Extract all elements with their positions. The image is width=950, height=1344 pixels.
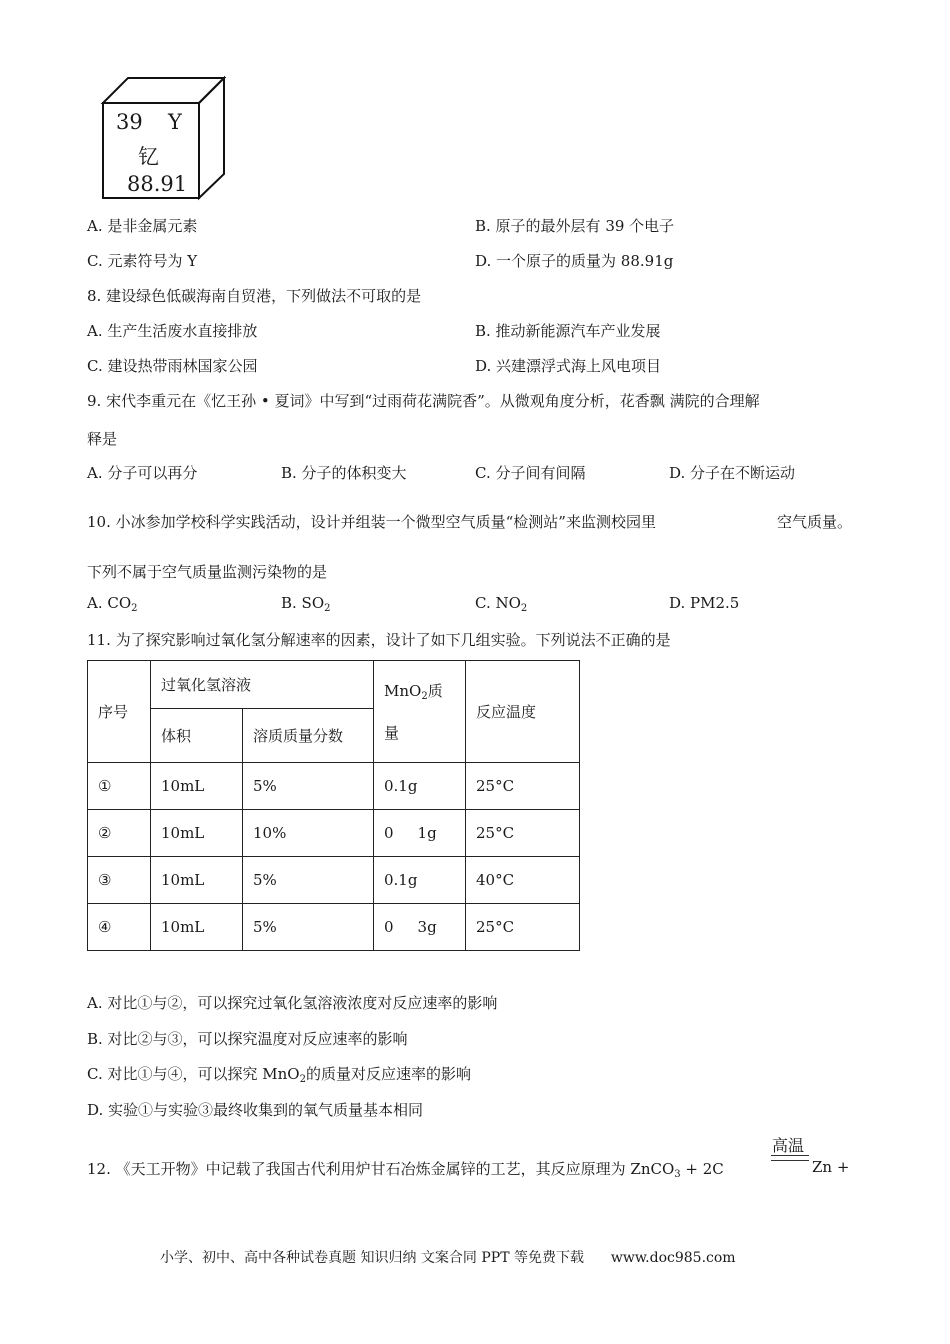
element-name: 钇 [138, 145, 159, 169]
cell-volume: 10mL [151, 904, 243, 951]
header-fraction: 溶质质量分数 [243, 709, 374, 763]
header-seq: 序号 [88, 661, 151, 763]
q10-stem-line1a: 10. 小冰参加学校科学实践活动，设计并组装一个微型空气质量“检测站”来监测校园里 [87, 513, 656, 531]
header-volume: 体积 [151, 709, 243, 763]
table-row [88, 763, 580, 810]
q8-option-d: D. 兴建漂浮式海上风电项目 [475, 357, 662, 375]
cell-temp: 40°C [466, 857, 580, 904]
cell-seq: ④ [88, 904, 151, 951]
q11-option-a: A. 对比①与②，可以探究过氧化氢溶液浓度对反应速率的影响 [87, 994, 498, 1012]
cell-fraction: 5% [243, 763, 374, 810]
q10-option-c: C. $NO_2$ [475, 594, 528, 614]
q9-option-a: A. 分子可以再分 [87, 464, 198, 482]
q11-option-c: C. 对比①与④，可以探究 MnO$_2$的质量对反应速率的影响 [87, 1065, 471, 1085]
cell-temp: 25°C [466, 810, 580, 857]
footer-text: 小学、初中、高中各种试卷真题 知识归纳 文案合同 PPT 等免费下载 [160, 1250, 584, 1266]
cell-fraction: 5% [243, 904, 374, 951]
table-row [88, 857, 580, 904]
q10-option-a: A. $CO_2$ [87, 594, 138, 614]
element-symbol: Y [168, 110, 182, 134]
experiment-table [87, 660, 580, 951]
header-temp: 反应温度 [466, 661, 580, 763]
q11-option-d: D. 实验①与实验③最终收集到的氧气质量基本相同 [87, 1101, 424, 1119]
q8-option-b: B. 推动新能源汽车产业发展 [475, 322, 661, 340]
q10-option-d: D. PM2.5 [669, 594, 740, 612]
cell-temp: 25°C [466, 904, 580, 951]
cell-seq: ② [88, 810, 151, 857]
q9-stem-line1: 9. 宋代李重元在《忆王孙 • 夏词》中写到“过雨荷花满院香”。从微观角度分析，花香飘 满院的合理解 [87, 392, 760, 410]
cell-seq: ① [88, 763, 151, 810]
reaction-condition: 高温 [772, 1136, 805, 1155]
element-number: 39 [116, 110, 143, 134]
q7-option-d: D. 一个原子的质量为 88.91g [475, 252, 674, 270]
q7-option-a: A. 是非金属元素 [87, 217, 198, 235]
footer-url[interactable]: www.doc985.com [610, 1250, 736, 1266]
q9-option-c: C. 分子间有间隔 [475, 464, 586, 482]
header-mno2: MnO$_2$质 量 [374, 661, 466, 763]
q9-stem-line2: 释是 [87, 430, 118, 448]
header-h2o2: 过氧化氢溶液 [151, 661, 374, 709]
cell-fraction: 5% [243, 857, 374, 904]
element-mass: 88.91 [127, 172, 188, 196]
cell-mno2: 0 3g [374, 904, 466, 951]
table-row [88, 904, 580, 951]
cell-volume: 10mL [151, 763, 243, 810]
q8-option-a: A. 生产生活废水直接排放 [87, 322, 258, 340]
q7-option-b: B. 原子的最外层有 39 个电子 [475, 217, 675, 235]
table-row [88, 810, 580, 857]
q10-option-b: B. $SO_2$ [281, 594, 331, 614]
q12-stem-tail: Zn + [812, 1158, 850, 1176]
cell-fraction: 10% [243, 810, 374, 857]
q8-option-c: C. 建设热带雨林国家公园 [87, 357, 258, 375]
reaction-equals-sign [771, 1155, 809, 1161]
q10-stem-line1b: 空气质量。 [777, 513, 853, 531]
cell-mno2: 0.1g [374, 763, 466, 810]
cell-mno2: 0 1g [374, 810, 466, 857]
q9-option-b: B. 分子的体积变大 [281, 464, 407, 482]
q11-option-b: B. 对比②与③，可以探究温度对反应速率的影响 [87, 1030, 408, 1048]
q10-stem-line2: 下列不属于空气质量监测污染物的是 [87, 563, 328, 581]
q12-stem: 12. 《天工开物》中记载了我国古代利用炉甘石冶炼金属锌的工艺，其反应原理为 ZnCO$_3$ + 2C [87, 1160, 724, 1180]
cell-temp: 25°C [466, 763, 580, 810]
q9-option-d: D. 分子在不断运动 [669, 464, 796, 482]
cell-volume: 10mL [151, 857, 243, 904]
cell-seq: ③ [88, 857, 151, 904]
cell-volume: 10mL [151, 810, 243, 857]
q8-stem: 8. 建设绿色低碳海南自贸港，下列做法不可取的是 [87, 287, 422, 305]
footer [160, 1247, 736, 1267]
cell-mno2: 0.1g [374, 857, 466, 904]
q11-stem: 11. 为了探究影响过氧化氢分解速率的因素，设计了如下几组实验。下列说法不正确的是 [87, 631, 671, 649]
q7-option-c: C. 元素符号为 Y [87, 252, 198, 270]
